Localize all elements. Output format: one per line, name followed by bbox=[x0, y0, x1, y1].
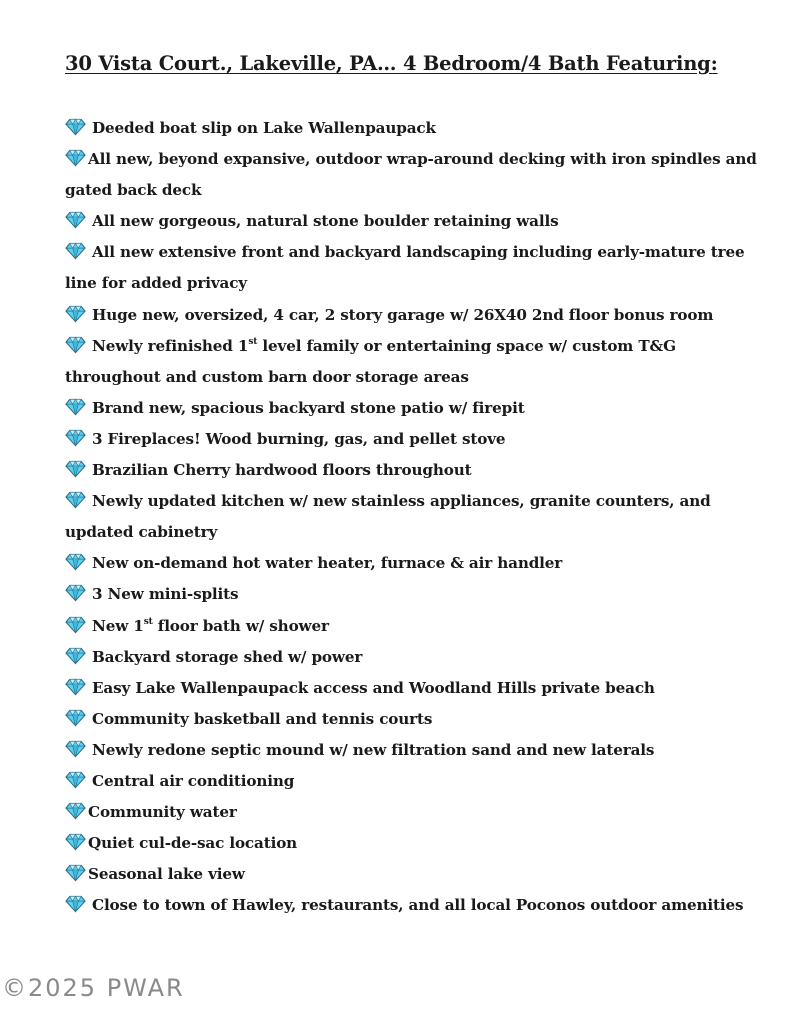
feature-list-item bbox=[65, 393, 765, 424]
feature-text: 3 Fireplaces! Wood burning, gas, and pellet stove bbox=[92, 429, 506, 448]
copyright-watermark: ©2025 PWAR bbox=[2, 974, 185, 1002]
feature-text: updated cabinetry bbox=[65, 523, 218, 542]
feature-text: Newly updated kitchen w/ new stainless appliances, granite counters, and bbox=[92, 492, 711, 511]
feature-text: Central air conditioning bbox=[92, 771, 295, 790]
feature-text: Quiet cul-de-sac location bbox=[88, 834, 298, 853]
feature-line bbox=[65, 144, 765, 175]
feature-line bbox=[65, 300, 765, 331]
feature-line bbox=[65, 890, 765, 921]
feature-line bbox=[65, 735, 765, 766]
feature-list bbox=[65, 113, 765, 921]
feature-list-item bbox=[65, 859, 765, 890]
feature-line bbox=[65, 113, 765, 144]
feature-line bbox=[65, 237, 765, 268]
feature-list-item bbox=[65, 455, 765, 486]
feature-text: New 1 bbox=[92, 616, 144, 635]
gem-stone-icon bbox=[65, 831, 86, 849]
feature-list-item bbox=[65, 486, 765, 548]
feature-text: Backyard storage shed w/ power bbox=[92, 647, 363, 666]
feature-line bbox=[65, 424, 765, 455]
gem-stone-icon bbox=[65, 551, 86, 569]
gem-stone-icon bbox=[65, 396, 86, 414]
ordinal-suffix: st bbox=[248, 336, 258, 347]
feature-line bbox=[65, 579, 765, 610]
feature-text: Newly refinished 1 bbox=[92, 336, 249, 355]
gem-stone-icon bbox=[65, 738, 86, 756]
feature-line bbox=[65, 673, 765, 704]
feature-text: floor bath w/ shower bbox=[152, 616, 329, 635]
feature-text: All new extensive front and backyard landscaping including early-mature tree bbox=[92, 243, 745, 262]
feature-text: Newly redone septic mound w/ new filtration sand and new laterals bbox=[92, 740, 655, 759]
document-title: 30 Vista Court., Lakeville, PA… 4 Bedroom/4 Bath Featuring: bbox=[65, 52, 718, 75]
gem-stone-icon bbox=[65, 800, 86, 818]
feature-text: Brazilian Cherry hardwood floors throughout bbox=[92, 461, 472, 480]
feature-list-item bbox=[65, 735, 765, 766]
feature-text: Community water bbox=[88, 803, 237, 822]
feature-line bbox=[65, 517, 765, 548]
gem-stone-icon bbox=[65, 427, 86, 445]
feature-text: gated back deck bbox=[65, 181, 202, 200]
gem-stone-icon bbox=[65, 862, 86, 880]
gem-stone-icon bbox=[65, 147, 86, 165]
gem-stone-icon bbox=[65, 645, 86, 663]
feature-line bbox=[65, 859, 765, 890]
feature-line bbox=[65, 766, 765, 797]
feature-list-item bbox=[65, 237, 765, 299]
feature-list-item bbox=[65, 766, 765, 797]
feature-text: Easy Lake Wallenpaupack access and Woodland Hills private beach bbox=[92, 678, 655, 697]
feature-text: New on-demand hot water heater, furnace & air handler bbox=[92, 554, 563, 573]
feature-line bbox=[65, 455, 765, 486]
feature-text: level family or entertaining space w/ custom T&G bbox=[257, 336, 676, 355]
gem-stone-icon bbox=[65, 676, 86, 694]
feature-line bbox=[65, 797, 765, 828]
ordinal-suffix: st bbox=[143, 616, 153, 627]
gem-stone-icon bbox=[65, 707, 86, 725]
feature-line bbox=[65, 828, 765, 859]
feature-text: Seasonal lake view bbox=[88, 865, 245, 884]
gem-stone-icon bbox=[65, 116, 86, 134]
feature-list-item bbox=[65, 113, 765, 144]
feature-line bbox=[65, 362, 765, 393]
gem-stone-icon bbox=[65, 458, 86, 476]
feature-text: 3 New mini-splits bbox=[92, 585, 239, 604]
feature-list-item bbox=[65, 673, 765, 704]
feature-list-item bbox=[65, 548, 765, 579]
gem-stone-icon bbox=[65, 209, 86, 227]
feature-line bbox=[65, 704, 765, 735]
feature-list-item bbox=[65, 704, 765, 735]
feature-list-item bbox=[65, 331, 765, 393]
feature-text: Close to town of Hawley, restaurants, and all local Poconos outdoor amenities bbox=[92, 896, 744, 915]
feature-text: Community basketball and tennis courts bbox=[92, 709, 433, 728]
gem-stone-icon bbox=[65, 893, 86, 911]
gem-stone-icon bbox=[65, 582, 86, 600]
feature-line bbox=[65, 206, 765, 237]
feature-list-item bbox=[65, 642, 765, 673]
feature-text: Huge new, oversized, 4 car, 2 story garage w/ 26X40 2nd floor bonus room bbox=[92, 305, 714, 324]
feature-text: throughout and custom barn door storage areas bbox=[65, 367, 469, 386]
feature-list-item bbox=[65, 424, 765, 455]
feature-line bbox=[65, 175, 765, 206]
gem-stone-icon bbox=[65, 614, 86, 632]
feature-line bbox=[65, 393, 765, 424]
feature-text: All new, beyond expansive, outdoor wrap-around decking with iron spindles and bbox=[88, 150, 757, 169]
gem-stone-icon bbox=[65, 303, 86, 321]
feature-list-item bbox=[65, 611, 765, 642]
feature-line bbox=[65, 611, 765, 642]
feature-list-item bbox=[65, 144, 765, 206]
feature-list-item bbox=[65, 579, 765, 610]
feature-text: line for added privacy bbox=[65, 274, 247, 293]
feature-text: All new gorgeous, natural stone boulder retaining walls bbox=[92, 212, 559, 231]
feature-list-item bbox=[65, 828, 765, 859]
feature-list-item bbox=[65, 206, 765, 237]
feature-list-item bbox=[65, 890, 765, 921]
gem-stone-icon bbox=[65, 769, 86, 787]
gem-stone-icon bbox=[65, 489, 86, 507]
feature-text: Brand new, spacious backyard stone patio w/ firepit bbox=[92, 398, 525, 417]
gem-stone-icon bbox=[65, 240, 86, 258]
feature-line bbox=[65, 642, 765, 673]
gem-stone-icon bbox=[65, 334, 86, 352]
feature-line bbox=[65, 331, 765, 362]
feature-line bbox=[65, 548, 765, 579]
feature-list-item bbox=[65, 300, 765, 331]
feature-line bbox=[65, 268, 765, 299]
feature-list-item bbox=[65, 797, 765, 828]
feature-text: Deeded boat slip on Lake Wallenpaupack bbox=[92, 119, 436, 137]
feature-line bbox=[65, 486, 765, 517]
